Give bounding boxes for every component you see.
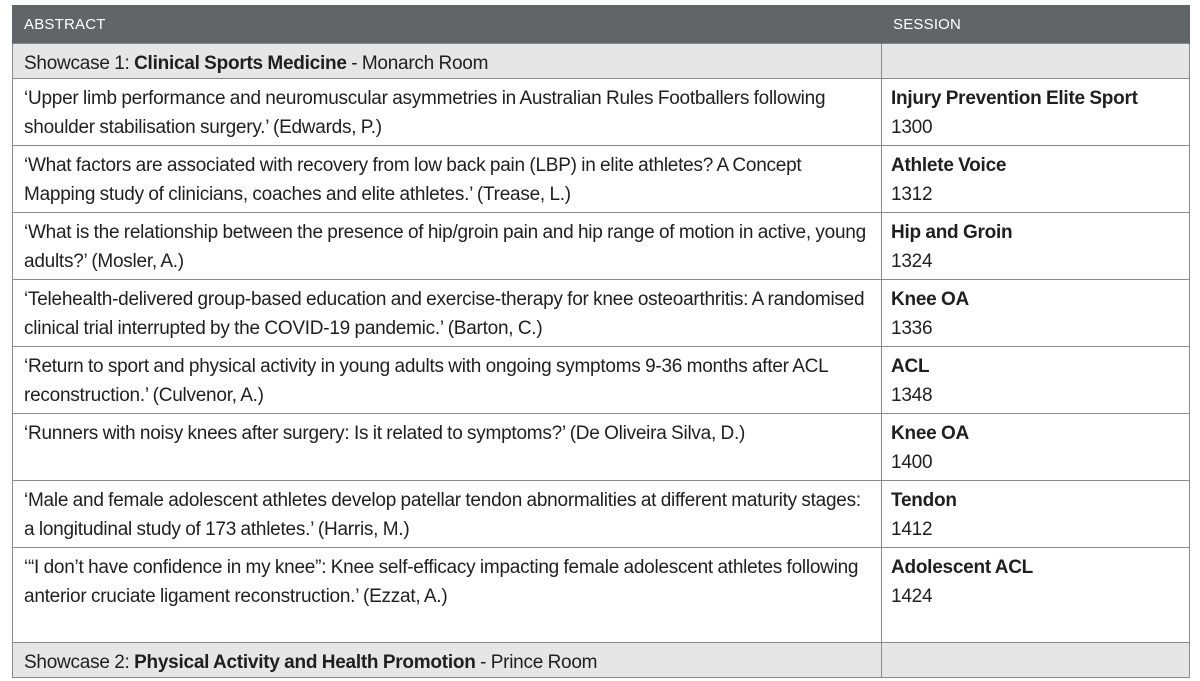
showcase-2-heading xyxy=(13,643,882,678)
abstract-cell: ‘What factors are associated with recovery from low back pain (LBP) in elite athletes? A Concept Mapping study of clinicians, coaches and elite athletes.’ (Trease, L.) xyxy=(13,146,882,213)
table-row xyxy=(13,213,1190,280)
session-time: 1300 xyxy=(891,117,933,138)
session-cell xyxy=(882,280,1190,347)
showcase-2-session-cell xyxy=(882,643,1190,678)
session-column-header: SESSION xyxy=(882,6,1190,44)
abstract-cell: ‘Male and female adolescent athletes develop patellar tendon abnormalities at different maturity stages: a longitudinal study of 173 athletes.’ (Harris, M.) xyxy=(13,481,882,548)
abstract-cell: ‘Upper limb performance and neuromuscular asymmetries in Australian Rules Footballers following shoulder stabilisation surgery.’ (Edwards, P.) xyxy=(13,79,882,146)
session-cell xyxy=(882,481,1190,548)
table-row xyxy=(13,79,1190,146)
session-cell xyxy=(882,347,1190,414)
abstract-cell: ‘Runners with noisy knees after surgery: Is it related to symptoms?’ (De Oliveira Silva, D.) xyxy=(13,414,882,481)
table-row xyxy=(13,347,1190,414)
showcase-1-prefix: Showcase 1: xyxy=(24,53,135,74)
showcase-1-heading xyxy=(13,44,882,79)
showcase-1-row xyxy=(13,44,1190,79)
table-row xyxy=(13,548,1190,643)
session-cell xyxy=(882,213,1190,280)
session-name: Injury Prevention Elite Sport xyxy=(891,88,1138,109)
session-cell xyxy=(882,79,1190,146)
session-name: Athlete Voice xyxy=(891,155,1007,176)
table-row xyxy=(13,146,1190,213)
program-table xyxy=(12,5,1190,678)
showcase-2-row xyxy=(13,643,1190,678)
showcase-1-room: - Monarch Room xyxy=(346,53,489,74)
abstract-cell: ‘Telehealth-delivered group-based education and exercise-therapy for knee osteoarthritis: A randomised clinical trial interrupted by the COVID-19 pandemic.’ (Barton, C.) xyxy=(13,280,882,347)
session-cell xyxy=(882,548,1190,643)
showcase-2-room: - Prince Room xyxy=(475,652,598,673)
abstract-cell: ‘“I don’t have confidence in my knee”: Knee self-efficacy impacting female adolescent athletes following anterior cruciate ligament reconstruction.’ (Ezzat, A.) xyxy=(13,548,882,643)
showcase-2-title: Physical Activity and Health Promotion xyxy=(134,652,476,673)
session-name: Adolescent ACL xyxy=(891,557,1034,578)
session-time: 1324 xyxy=(891,251,933,272)
session-time: 1412 xyxy=(891,519,933,540)
abstract-cell: ‘Return to sport and physical activity in young adults with ongoing symptoms 9-36 months after ACL reconstruction.’ (Culvenor, A.) xyxy=(13,347,882,414)
showcase-1-session-cell xyxy=(882,44,1190,79)
session-name: Tendon xyxy=(891,490,957,511)
session-time: 1348 xyxy=(891,385,933,406)
abstract-column-header: ABSTRACT xyxy=(13,6,882,44)
session-cell xyxy=(882,414,1190,481)
session-name: Knee OA xyxy=(891,289,969,310)
session-name: Hip and Groin xyxy=(891,222,1013,243)
table-row xyxy=(13,280,1190,347)
table-header-row xyxy=(13,6,1190,44)
showcase-2-prefix: Showcase 2: xyxy=(24,652,135,673)
session-name: Knee OA xyxy=(891,423,969,444)
showcase-1-title: Clinical Sports Medicine xyxy=(134,53,347,74)
abstract-cell: ‘What is the relationship between the presence of hip/groin pain and hip range of motion in active, young adults?’ (Mosler, A.) xyxy=(13,213,882,280)
session-cell xyxy=(882,146,1190,213)
session-time: 1400 xyxy=(891,452,933,473)
session-time: 1312 xyxy=(891,184,933,205)
table-row xyxy=(13,414,1190,481)
session-time: 1336 xyxy=(891,318,933,339)
session-time: 1424 xyxy=(891,586,933,607)
session-name: ACL xyxy=(891,356,930,377)
table-row xyxy=(13,481,1190,548)
